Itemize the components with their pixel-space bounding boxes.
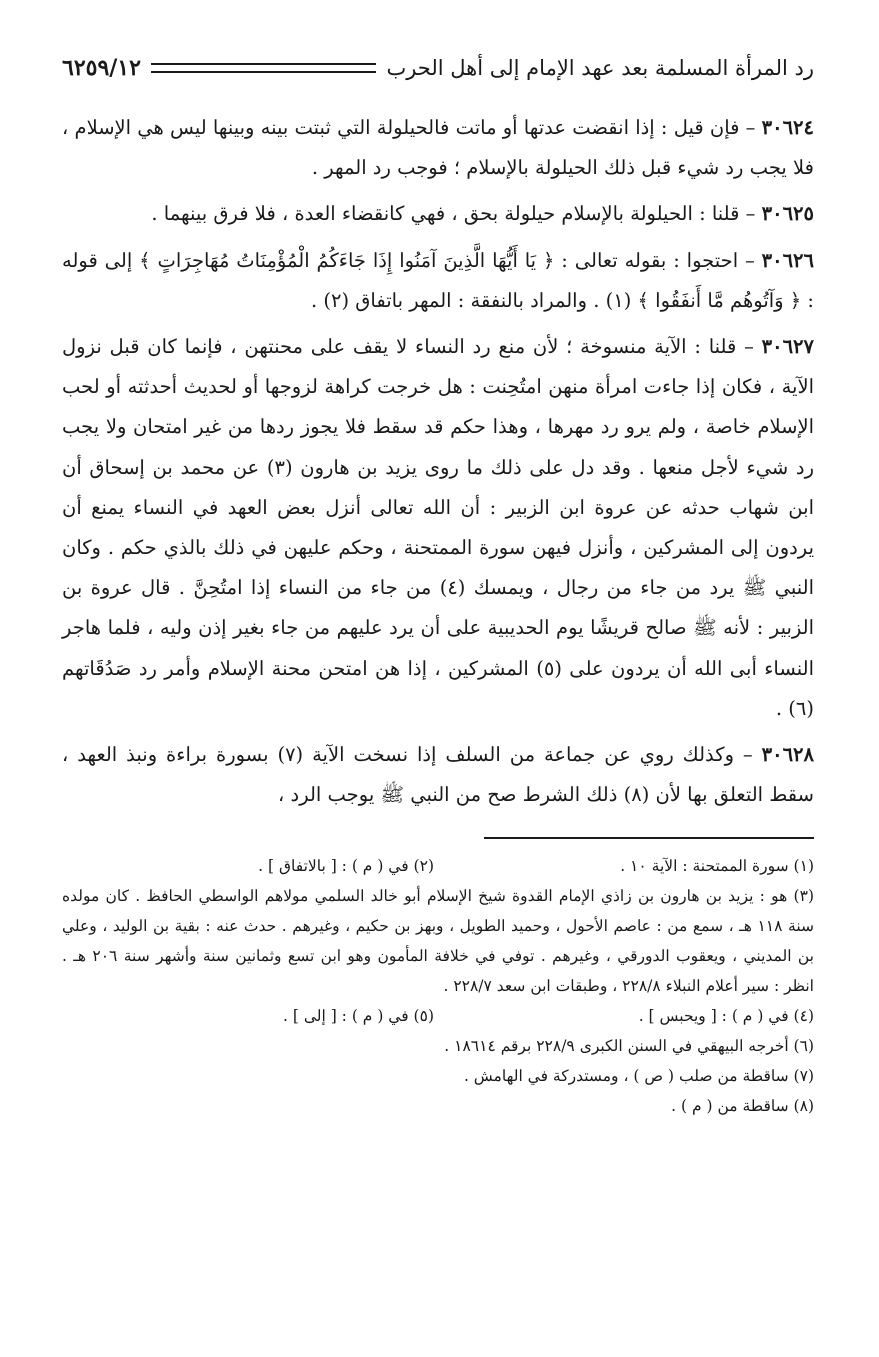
paragraph-text: – فإن قيل : إذا انقضت عدتها أو ماتت فالحيلولة التي ثبتت بينه وبينها ليس هي الإسلام ، فلا يجب رد شيء قبل ذلك الحيلولة بالإسلام ؛ فوجب رد المهر . (62, 116, 814, 180)
paragraph (62, 241, 814, 321)
running-title: رد المرأة المسلمة بعد عهد الإمام إلى أهل الحرب (386, 56, 814, 80)
page-reference: ٦٢٥٩/١٢ (62, 55, 141, 81)
paragraph (62, 108, 814, 188)
issue-number: ٣٠٦٢٧ (761, 335, 814, 359)
issue-number: ٣٠٦٢٥ (761, 202, 814, 226)
footnote: (٣) هو : يزيد بن هارون بن زاذي الإمام القدوة شيخ الإسلام أبو خالد السلمي مولاهم الواسطي الحافظ . كان مولده سنة ١١٨ هـ ، سمع من : عاصم الأحول ، وحميد الطويل ، وبهز بن حكيم ، وغيرهم . حدث عنه : بقية بن الوليد ، وعلي بن المديني ، ويعقوب الدورقي ، وغيرهم . توفي في خلافة المأمون وهو ابن تسع وثمانين سنة وأشهر سنة ٢٠٦ هـ . انظر : سير أعلام النبلاء ٢٢٨/٨ ، وطبقات ابن سعد ٢٢٨/٧ . (62, 887, 814, 996)
footnote: (٦) أخرجه البيهقي في السنن الكبرى ٢٢٨/٩ برقم ١٨٦١٤ . (444, 1037, 814, 1056)
footnote: (٤) في ( م ) : [ ويحبس ] . (638, 1007, 814, 1026)
paragraph-text: – احتجوا : بقوله تعالى : ﴿ يَا أَيُّهَا الَّذِينَ آمَنُوا إِذَا جَاءَكُمُ الْمُؤْمِنَاتُ مُهَاجِرَاتٍ ﴾ إلى قوله : ﴿ وَآتُوهُم مَّا أَنفَقُوا ﴾ (١) . والمراد بالنفقة : المهر باتفاق (٢) . (62, 248, 814, 312)
issue-number: ٣٠٦٢٤ (761, 116, 814, 139)
page-header (62, 48, 814, 88)
footnote: (٨) ساقطة من ( م ) . (671, 1097, 814, 1116)
issue-number: ٣٠٦٢٦ (761, 248, 814, 272)
footnote: (٥) في ( م ) : [ إلى ] . (283, 1007, 434, 1026)
main-text (62, 108, 814, 815)
paragraph (62, 735, 814, 815)
page (62, 48, 814, 1121)
footnote: (١) سورة الممتحنة : الآية ١٠ . (620, 857, 814, 876)
footnote-row (62, 851, 814, 881)
footnote-separator (484, 837, 814, 839)
footnote: (٧) ساقطة من صلب ( ص ) ، ومستدركة في الهامش . (463, 1067, 814, 1086)
header-rule (151, 63, 377, 73)
footnotes (62, 851, 814, 1121)
paragraph-text: – قلنا : الآية منسوخة ؛ لأن منع رد النساء لا يقف على محنتهن ، فإنما كان قبل نزول الآية ، فكان إذا جاءت امرأة منهن امتُحِنت : هل خرجت كراهة لزوجها أو لحديث أحدثته أو لحب الإسلام خاصة ، ولم يرو رد مهرها ، وهذا حكم قد سقط فلا يجوز ردها من غير امتحان ولا يجب رد شيء لأجل منعها . وقد دل على ذلك ما روى يزيد بن هارون (٣) عن محمد بن إسحاق أن ابن شهاب حدثه عن عروة ابن الزبير : أن الله تعالى أنزل بعض العهد في النساء يمنع أن يردون إلى المشركين ، وأنزل فيهن سورة الممتحنة ، وحكم عليهن في ذلك بالذي حكم . وكان النبي ﷺ يرد من جاء من رجال ، ويمسك (٤) من جاء من النساء إذا امتُحِنَّ . قال عروة بن الزبير : لأنه ﷺ صالح قريشًا يوم الحديبية على أن يرد عليهم من جاء بغير إذن وليه ، فلما هاجر النساء أبى الله أن يردون على (٥) المشركين ، إذا هن امتحن محنة الإسلام وأمر رد صَدُقَاتهم (٦) . (62, 335, 814, 720)
paragraph (62, 327, 814, 729)
footnote-row (62, 1001, 814, 1031)
paragraph-text: – وكذلك روي عن جماعة من السلف إذا نسخت الآية (٧) بسورة براءة ونبذ العهد ، سقط التعلق بها لأن (٨) ذلك الشرط صح من النبي ﷺ يوجب الرد ، (62, 743, 814, 807)
paragraph (62, 194, 814, 234)
issue-number: ٣٠٦٢٨ (761, 743, 814, 767)
footnote: (٢) في ( م ) : [ بالاتفاق ] . (258, 857, 434, 876)
paragraph-text: – قلنا : الحيلولة بالإسلام حيلولة بحق ، فهي كانقضاء العدة ، فلا فرق بينهما . (151, 202, 762, 226)
